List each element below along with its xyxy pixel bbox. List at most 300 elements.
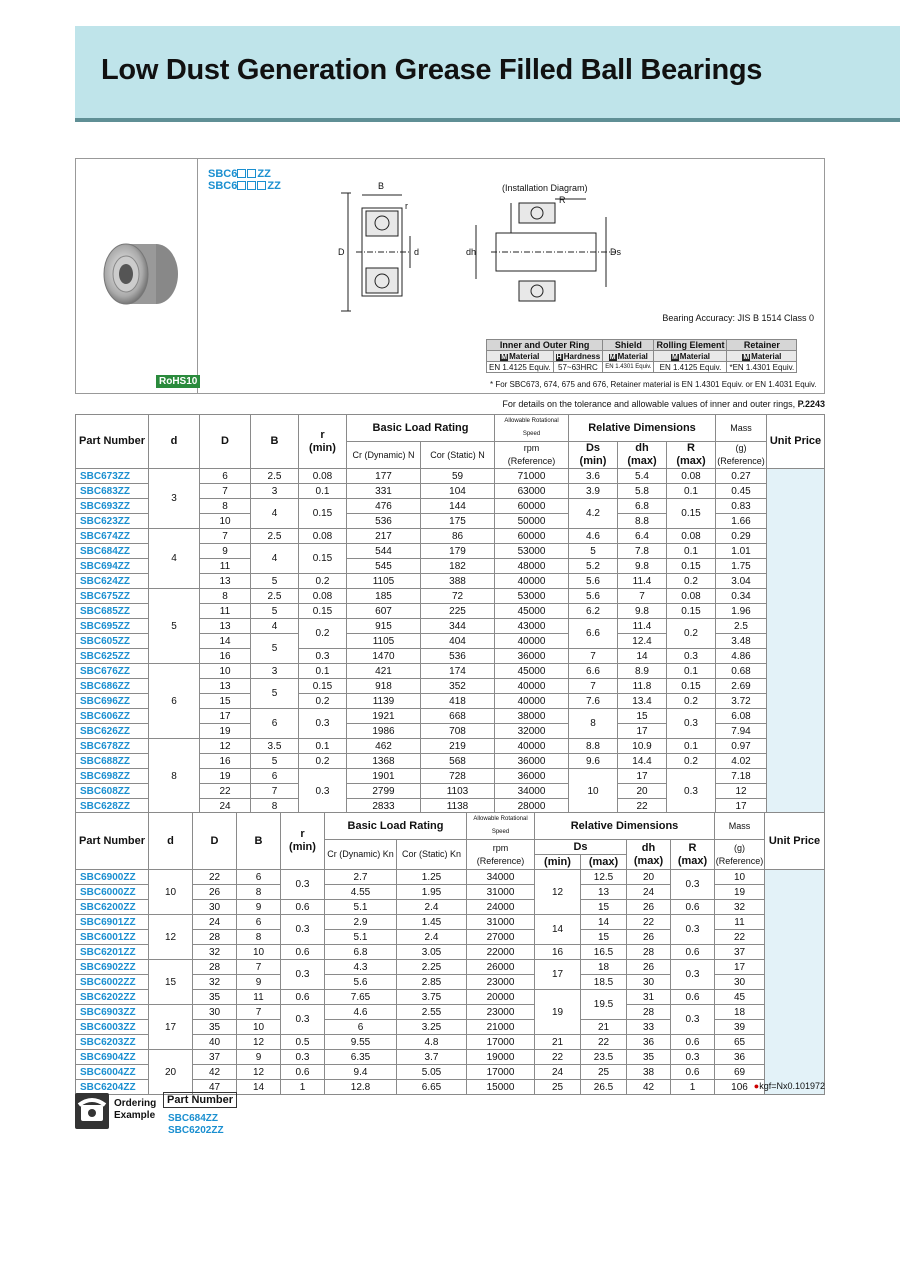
table-cell: 421 [347,664,421,679]
table-cell: 5 [251,679,299,709]
table-cell: 22000 [467,945,535,960]
table-cell: 1470 [347,649,421,664]
table-cell: 5.1 [325,930,397,945]
part-number[interactable]: SBC6204ZZ [76,1080,149,1095]
table-cell: 3.6 [569,469,618,484]
col2-d: d [149,813,193,870]
table-cell: 0.15 [299,544,347,574]
table-cell: 2799 [347,784,421,799]
table-cell: 0.34 [716,589,767,604]
table-cell: 36 [715,1050,765,1065]
table-cell: 5 [251,754,299,769]
table-cell: 9.6 [569,754,618,769]
table-cell: 32 [715,900,765,915]
table-cell: 8 [237,885,281,900]
table-row [76,960,825,975]
product-overview-box [75,158,825,394]
col2-mass: Mass [715,813,765,840]
part-number[interactable]: SBC6200ZZ [76,900,149,915]
dim-r-label: r [405,201,408,211]
product-photo [76,159,198,393]
table-cell: 7 [237,1005,281,1020]
table-cell: 19 [535,990,581,1035]
table-cell: 219 [421,739,495,754]
dim-R-label: R [559,195,566,205]
table-cell: 10 [149,870,193,915]
table-cell: 53000 [495,589,569,604]
table-cell: 24 [627,885,671,900]
table-cell: 6.8 [325,945,397,960]
table-cell: 34000 [495,784,569,799]
bearing-accuracy: Bearing Accuracy: JIS B 1514 Class 0 [662,313,814,323]
table-cell: 18 [715,1005,765,1020]
table-cell: 1138 [421,799,495,814]
part-number[interactable]: SBC6003ZZ [76,1020,149,1035]
table-cell: 0.3 [281,870,325,900]
table-cell: 5.8 [618,484,667,499]
table-cell: 14.4 [618,754,667,769]
table-cell: 2.4 [397,930,467,945]
part-number[interactable]: SBC685ZZ [76,604,149,619]
table-cell: 3.72 [716,694,767,709]
part-number[interactable]: SBC605ZZ [76,634,149,649]
part-number[interactable]: SBC6901ZZ [76,915,149,930]
table-cell: 40000 [495,634,569,649]
table-cell: 3.05 [397,945,467,960]
mat-shield-value: EN 1.4301 Equiv. [603,362,654,373]
part-number[interactable]: SBC675ZZ [76,589,149,604]
table-cell: 42 [193,1065,237,1080]
table-cell: 0.1 [667,664,716,679]
table-cell: 6 [237,870,281,885]
table-cell: 43000 [495,619,569,634]
table-cell: 12 [237,1065,281,1080]
table-cell: 5.05 [397,1065,467,1080]
part-number[interactable]: SBC6001ZZ [76,930,149,945]
table-cell: 17000 [467,1065,535,1080]
table-cell: 24 [200,799,251,814]
table-cell: 18 [581,960,627,975]
table-cell: 915 [347,619,421,634]
page-ref-link[interactable]: P.2243 [797,399,825,409]
table-cell: 60000 [495,499,569,514]
part-number[interactable]: SBC688ZZ [76,754,149,769]
table-cell: 30 [193,1005,237,1020]
dim-dh-label: dh [466,247,477,257]
table-cell: 8.8 [569,739,618,754]
table-cell: 38000 [495,709,569,724]
table-cell: 9.8 [618,559,667,574]
table-cell: 1901 [347,769,421,784]
table-cell: 0.6 [281,945,325,960]
table-cell: 6 [149,664,200,739]
table-cell: 0.08 [299,589,347,604]
part-number[interactable]: SBC674ZZ [76,529,149,544]
dim-d-label: d [414,247,420,257]
table-cell: 31 [627,990,671,1005]
table-cell: 1921 [347,709,421,724]
table-cell: 0.3 [671,1050,715,1065]
table-cell: 3.7 [397,1050,467,1065]
table-cell: 11.4 [618,574,667,589]
part-number[interactable]: SBC6004ZZ [76,1065,149,1080]
table-cell: 177 [347,469,421,484]
table-cell: 12 [237,1035,281,1050]
table-cell: 63000 [495,484,569,499]
table-cell: 32000 [495,724,569,739]
table-cell: 6 [251,769,299,784]
table-cell: 53000 [495,544,569,559]
table-cell: 6.2 [569,604,618,619]
unit-price-cell [765,870,825,1095]
table-cell: 8 [200,499,251,514]
table-cell: 5 [251,604,299,619]
table-cell: 19 [715,885,765,900]
part-number[interactable]: SBC686ZZ [76,679,149,694]
bearing-photo-icon [76,159,198,393]
table-cell: 15 [581,900,627,915]
table-cell: 0.15 [299,679,347,694]
table-cell: 13.4 [618,694,667,709]
table-cell: 2.55 [397,1005,467,1020]
table-cell: 9 [200,544,251,559]
table-cell: 0.3 [299,649,347,664]
table-cell: 11 [237,990,281,1005]
table-cell: 7 [237,960,281,975]
table-cell: 1 [671,1080,715,1095]
part-number[interactable]: SBC6002ZZ [76,975,149,990]
table-cell: 0.6 [671,900,715,915]
table-cell: 0.1 [299,664,347,679]
table-cell: 45000 [495,604,569,619]
table-cell: 0.68 [716,664,767,679]
table-cell: 0.6 [671,1065,715,1080]
table-cell: 2.85 [397,975,467,990]
table-cell: 6 [237,915,281,930]
table-cell: 22 [715,930,765,945]
table-cell: 0.3 [671,915,715,945]
table-cell: 14 [581,915,627,930]
table-cell: 13 [581,885,627,900]
table-cell: 37 [193,1050,237,1065]
part-number[interactable]: SBC693ZZ [76,499,149,514]
table-cell: 7.94 [716,724,767,739]
table-cell: 144 [421,499,495,514]
table-row [76,589,825,604]
part-number[interactable]: SBC623ZZ [76,514,149,529]
table-cell: 14 [618,649,667,664]
table-cell: 2.5 [251,589,299,604]
table-cell: 708 [421,724,495,739]
table-cell: 5 [251,574,299,589]
table-cell: 2.4 [397,900,467,915]
table-cell: 14 [237,1080,281,1095]
table-cell: 185 [347,589,421,604]
table-cell: 0.3 [281,1050,325,1065]
table-cell: 0.15 [667,559,716,574]
table-cell: 918 [347,679,421,694]
part-number[interactable]: SBC694ZZ [76,559,149,574]
table-cell: 24000 [467,900,535,915]
table-cell: 462 [347,739,421,754]
installation-label: (Installation Diagram) [502,183,588,193]
part-number[interactable]: SBC6203ZZ [76,1035,149,1050]
table-cell: 13 [200,574,251,589]
table-cell: 7 [251,784,299,799]
table-cell: 16 [535,945,581,960]
table-row [76,739,825,754]
table-cell: 19.5 [581,990,627,1020]
table-cell: 26 [627,960,671,975]
table-cell: 4.3 [325,960,397,975]
table-cell: 1105 [347,634,421,649]
table-cell: 3.04 [716,574,767,589]
table-cell: 40 [193,1035,237,1050]
part-number[interactable]: SBC6202ZZ [76,990,149,1005]
table-cell: 0.2 [667,619,716,649]
table-cell: 331 [347,484,421,499]
mat-head-shield: Shield [603,340,654,351]
table-cell: 19000 [467,1050,535,1065]
table-cell: 0.3 [671,1005,715,1035]
table-cell: 1.95 [397,885,467,900]
part-number[interactable]: SBC628ZZ [76,799,149,814]
table-cell: 0.6 [281,900,325,915]
table-cell: 21000 [467,1020,535,1035]
part-number[interactable]: SBC695ZZ [76,619,149,634]
table-cell: 545 [347,559,421,574]
table-cell: 1.75 [716,559,767,574]
part-number[interactable]: SBC625ZZ [76,649,149,664]
part-number[interactable]: SBC698ZZ [76,769,149,784]
table-cell: 0.15 [667,499,716,529]
table-cell: 7.6 [569,694,618,709]
table-cell: 6 [325,1020,397,1035]
table-cell: 0.15 [667,679,716,694]
page-title: Low Dust Generation Grease Filled Ball Bearings [101,54,763,86]
part-number[interactable]: SBC6000ZZ [76,885,149,900]
table-cell: 21 [581,1020,627,1035]
table-cell: 48000 [495,559,569,574]
rohs-badge: RoHS10 [156,375,200,388]
table-cell: 21 [535,1035,581,1050]
table-cell: 1.66 [716,514,767,529]
table-cell: 225 [421,604,495,619]
table-cell: 26 [627,900,671,915]
table-cell: 59 [421,469,495,484]
table-cell: 15 [200,694,251,709]
table-cell: 17 [535,960,581,990]
table-cell: 2833 [347,799,421,814]
part-number[interactable]: SBC624ZZ [76,574,149,589]
table-cell: 40000 [495,574,569,589]
table-cell: 5 [569,544,618,559]
table-cell: 536 [347,514,421,529]
table-cell: 26 [193,885,237,900]
table-cell: 182 [421,559,495,574]
table-cell: 0.3 [667,649,716,664]
part-number[interactable]: SBC6903ZZ [76,1005,149,1020]
table-cell: 86 [421,529,495,544]
table-cell: 71000 [495,469,569,484]
table-cell: 65 [715,1035,765,1050]
table-cell: 15 [149,960,193,1005]
col-D: D [200,415,251,469]
table-cell: 7 [200,529,251,544]
part-number[interactable]: SBC6201ZZ [76,945,149,960]
table-cell: 0.15 [667,604,716,619]
table-cell: 5.1 [325,900,397,915]
table-cell: 35 [627,1050,671,1065]
table-cell: 0.3 [281,960,325,990]
table-cell: 45 [715,990,765,1005]
part-number[interactable]: SBC6902ZZ [76,960,149,975]
table-cell: 6.8 [618,499,667,514]
table-cell: 9.8 [618,604,667,619]
table-cell: 728 [421,769,495,784]
table-cell: 17000 [467,1035,535,1050]
part-number[interactable]: SBC606ZZ [76,709,149,724]
table-cell: 104 [421,484,495,499]
table-cell: 0.08 [667,469,716,484]
mat-rolling-value: EN 1.4125 Equiv. [654,362,727,373]
table-cell: 0.15 [299,604,347,619]
table-row [76,664,825,679]
table-cell: 0.6 [281,990,325,1005]
col2-B: B [237,813,281,870]
table-cell: 7 [200,484,251,499]
part-number[interactable]: SBC678ZZ [76,739,149,754]
ordering-phone-icon [75,1093,109,1129]
table-cell: 5.4 [618,469,667,484]
table-cell: 25 [535,1080,581,1095]
table-cell: 17 [716,799,767,814]
table-cell: 40000 [495,739,569,754]
table-cell: 174 [421,664,495,679]
table-cell: 2.5 [716,619,767,634]
table-cell: 418 [421,694,495,709]
col2-speed: Allowable Rotational Speed [467,813,535,840]
table-cell: 3.5 [251,739,299,754]
table-cell: 28 [627,945,671,960]
table-cell: 9 [237,975,281,990]
table-cell: 11 [715,915,765,930]
table-cell: 6 [200,469,251,484]
table-cell: 3.75 [397,990,467,1005]
table-cell: 388 [421,574,495,589]
table-cell: 179 [421,544,495,559]
table-cell: 12.5 [581,870,627,885]
part-number[interactable]: SBC683ZZ [76,484,149,499]
col-d: d [149,415,200,469]
table-cell: 36 [627,1035,671,1050]
table-cell: 28 [193,930,237,945]
table-cell: 19 [200,724,251,739]
table-cell: 1.96 [716,604,767,619]
part-number[interactable]: SBC684ZZ [76,544,149,559]
part-number[interactable]: SBC676ZZ [76,664,149,679]
part-number[interactable]: SBC696ZZ [76,694,149,709]
table-cell: 0.1 [667,739,716,754]
table-cell: 38 [627,1065,671,1080]
part-number[interactable]: SBC6904ZZ [76,1050,149,1065]
table-cell: 11.8 [618,679,667,694]
table-cell: 0.6 [671,945,715,960]
table-cell: 12 [716,784,767,799]
table-cell: 2.69 [716,679,767,694]
col-B: B [251,415,299,469]
table-row [76,1050,825,1065]
table-cell: 30 [193,900,237,915]
table-cell: 2.7 [325,870,397,885]
table-cell: 22 [627,915,671,930]
title-banner [75,26,900,118]
table-cell: 14 [200,634,251,649]
table-cell: 24 [193,915,237,930]
table-cell: 1.45 [397,915,467,930]
table-cell: 0.6 [281,1065,325,1080]
table-cell: 12 [200,739,251,754]
table-row [76,469,825,484]
table-cell: 8 [251,799,299,814]
table-cell: 8 [149,739,200,814]
table-cell: 3.25 [397,1020,467,1035]
part-number[interactable]: SBC608ZZ [76,784,149,799]
table-cell: 0.2 [299,754,347,769]
table-cell: 9 [237,1050,281,1065]
table-cell: 1986 [347,724,421,739]
table-cell: 0.1 [667,484,716,499]
table-cell: 34000 [467,870,535,885]
table-cell: 544 [347,544,421,559]
table-cell: 12.4 [618,634,667,649]
table-cell: 1.25 [397,870,467,885]
dim-D-label: D [338,247,345,257]
ordering-pn-label: Part Number [163,1092,237,1108]
table-cell: 0.3 [671,960,715,990]
part-number[interactable]: SBC673ZZ [76,469,149,484]
table-cell: 5.6 [569,589,618,604]
table-cell: 6.6 [569,619,618,649]
table-cell: 40000 [495,679,569,694]
table-cell: 7.8 [618,544,667,559]
table-cell: 0.3 [299,769,347,814]
table-cell: 0.2 [667,754,716,769]
table-cell: 32 [193,975,237,990]
table-cell: 20 [149,1050,193,1095]
table-cell: 14 [535,915,581,945]
table-cell: 17 [618,724,667,739]
table-cell: 12 [535,870,581,915]
table-cell: 10 [237,945,281,960]
table-cell: 1139 [347,694,421,709]
part-number[interactable]: SBC626ZZ [76,724,149,739]
mat-ring-value: EN 1.4125 Equiv. [487,362,554,373]
table-cell: 0.3 [667,709,716,739]
table-cell: 0.29 [716,529,767,544]
table-cell: 35 [193,1020,237,1035]
table-cell: 0.83 [716,499,767,514]
spec-table-2: Part Number d D B r (min) Basic Load Rating Allowable Rotational Speed Relative Dimensions Mass Unit Price Cr (Dynamic) Kn Cor (Static) Kn rpm (Reference) Ds dh (max) R (max) (g) (Reference) (min) (max) SBC6900ZZ 10 22 6 0.3 2.7 1.25 34000 12 12.5 20 0.3 10 SBC6000ZZ 26 8 4.55 1.95 31000 13 24 19 SBC6200ZZ 30 9 0.6 5.1 2.4 24000 15 26 0.6 32 SBC6901ZZ 12 24 6 0.3 2.9 1.45 31000 14 14 22 0.3 11 SBC6001ZZ 28 8 5.1 2.4 27000 15 26 22 SBC6201ZZ 32 10 0.6 6.8 3.05 22000 16 16.5 28 0.6 37 SBC6902ZZ 15 28 7 0.3 4.3 2.25 26000 17 18 26 0.3 17 SBC6002ZZ 32 9 5.6 2.85 23000 18.5 30 30 SBC6202ZZ 35 11 0.6 7.65 3.75 20000 19 19.5 31 0.6 45 SBC6903ZZ 17 30 7 0.3 4.6 2.55 23000 28 0.3 18 SBC6003ZZ 35 10 6 3.25 21000 21 33 39 SBC6203ZZ 40 12 0.5 9.55 4.8 17000 21 22 36 0.6 65 SBC6904ZZ 20 37 9 0.3 6.35 3.7 19000 22 23.5 35 0.3 36 SBC6004ZZ 42 12 0.6 9.4 5.05 17000 24 25 38 0.6 69 SBC6204ZZ 47 14 1 12.8 6.65 15000 25 26.5 42 1 106 [75,812,825,1095]
table-cell: 23000 [467,975,535,990]
part-number[interactable]: SBC6900ZZ [76,870,149,885]
table-cell: 22 [535,1050,581,1065]
table-cell: 344 [421,619,495,634]
col-relative-dims: Relative Dimensions [569,415,716,442]
table-cell: 1 [281,1080,325,1095]
table-cell: 30 [715,975,765,990]
table-cell: 0.08 [299,469,347,484]
